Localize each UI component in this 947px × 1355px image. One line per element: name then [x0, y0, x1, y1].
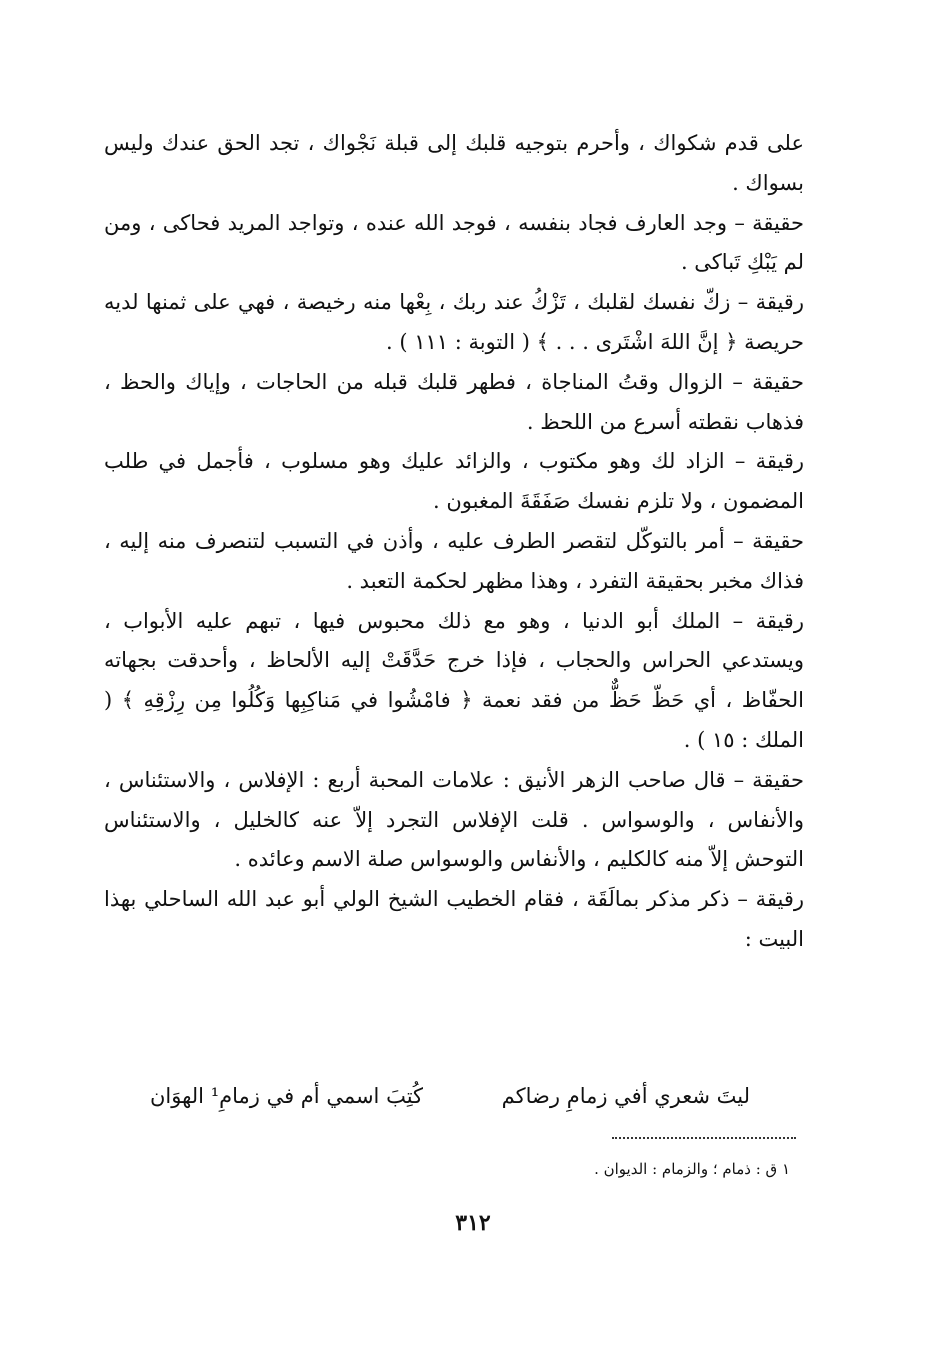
- paragraph: حقيقة – أمر بالتوكّل لتقصر الطرف عليه ، وأذن في التسبب لتنصرف منه إليه ، فذاك مخبر بحقيقة التفرد ، وهذا مظهر لحكمة التعبد .: [104, 528, 804, 593]
- paragraph: حقيقة – وجد العارف فجاد بنفسه ، فوجد الله عنده ، وتواجد المريد فحاكى ، ومن لم يَبْكِ تَباكى .: [104, 210, 804, 275]
- paragraph: رقيقة – الملك أبو الدنيا ، وهو مع ذلك محبوس فيها ، تبهم عليه الأبواب ، ويستدعي الحراس والحجاب ، فإذا خرج حَدَّقَتْ إليه الألحاظ ، وأحدقت بجهاته الحفّاظ ، أي حَظّ حَظٌّ من فقد نعمة ﴿ فامْشُوا في مَناكِبِها وَكُلُوا مِن رِزْقِهِ ﴾ ( الملك : ١٥ ) .: [104, 608, 804, 752]
- page-number: ٣١٢: [455, 1210, 491, 1236]
- paragraph: رقيقة – الزاد لك وهو مكتوب ، والزائد عليك وهو مسلوب ، فأجمل في طلب المضمون ، ولا تلزم نفسك صَفَقَةَ المغبون .: [104, 449, 804, 514]
- poetry-verse: [150, 1076, 750, 1116]
- footnote-divider: [612, 1137, 796, 1139]
- verse-second-hemistich: كُتِبَ اسمي أم في زمامِ¹ الهوَان: [150, 1084, 424, 1108]
- paragraph: رقيقة – زكّ نفسك لقلبك ، تَزْكُ عند ربك ، بِعْها منه رخيصة ، فهي على ثمنها لديه حريصة ﴿ إنَّ اللهَ اشْتَرى . . . ﴾ ( التوبة : ١١١ ) .: [104, 290, 804, 354]
- verse-first-hemistich: ليتَ شعري أفي زمامِ رضاكم: [501, 1084, 750, 1108]
- footnote: ١ ق : ذمام ؛ والزمام : الديوان .: [594, 1160, 790, 1178]
- paragraph: على قدم شكواك ، وأحرم بتوجيه قلبك إلى قبلة نَجْواك ، تجد الحق عندك وليس بسواك .: [104, 131, 804, 195]
- body-text: [104, 124, 804, 960]
- paragraph: رقيقة – ذكر مذكر بمالَقَة ، فقام الخطيب الشيخ الولي أبو عبد الله الساحلي بهذا البيت :: [104, 887, 804, 951]
- paragraph: حقيقة – قال صاحب الزهر الأنيق : علامات المحبة أربع : الإفلاس ، والاستئناس ، والأنفاس ، والوسواس . قلت الإفلاس التجرد إلاّ عنه كالخليل ، والاستئناس التوحش إلاّ منه كالكليم ، والأنفاس والوسواس صلة الاسم وعائده .: [104, 767, 804, 872]
- paragraph: حقيقة – الزوال وقتُ المناجاة ، فطهر قلبك قبله من الحاجات ، وإياك والحظ ، فذهاب نقطته أسرع من اللحظ .: [104, 369, 804, 434]
